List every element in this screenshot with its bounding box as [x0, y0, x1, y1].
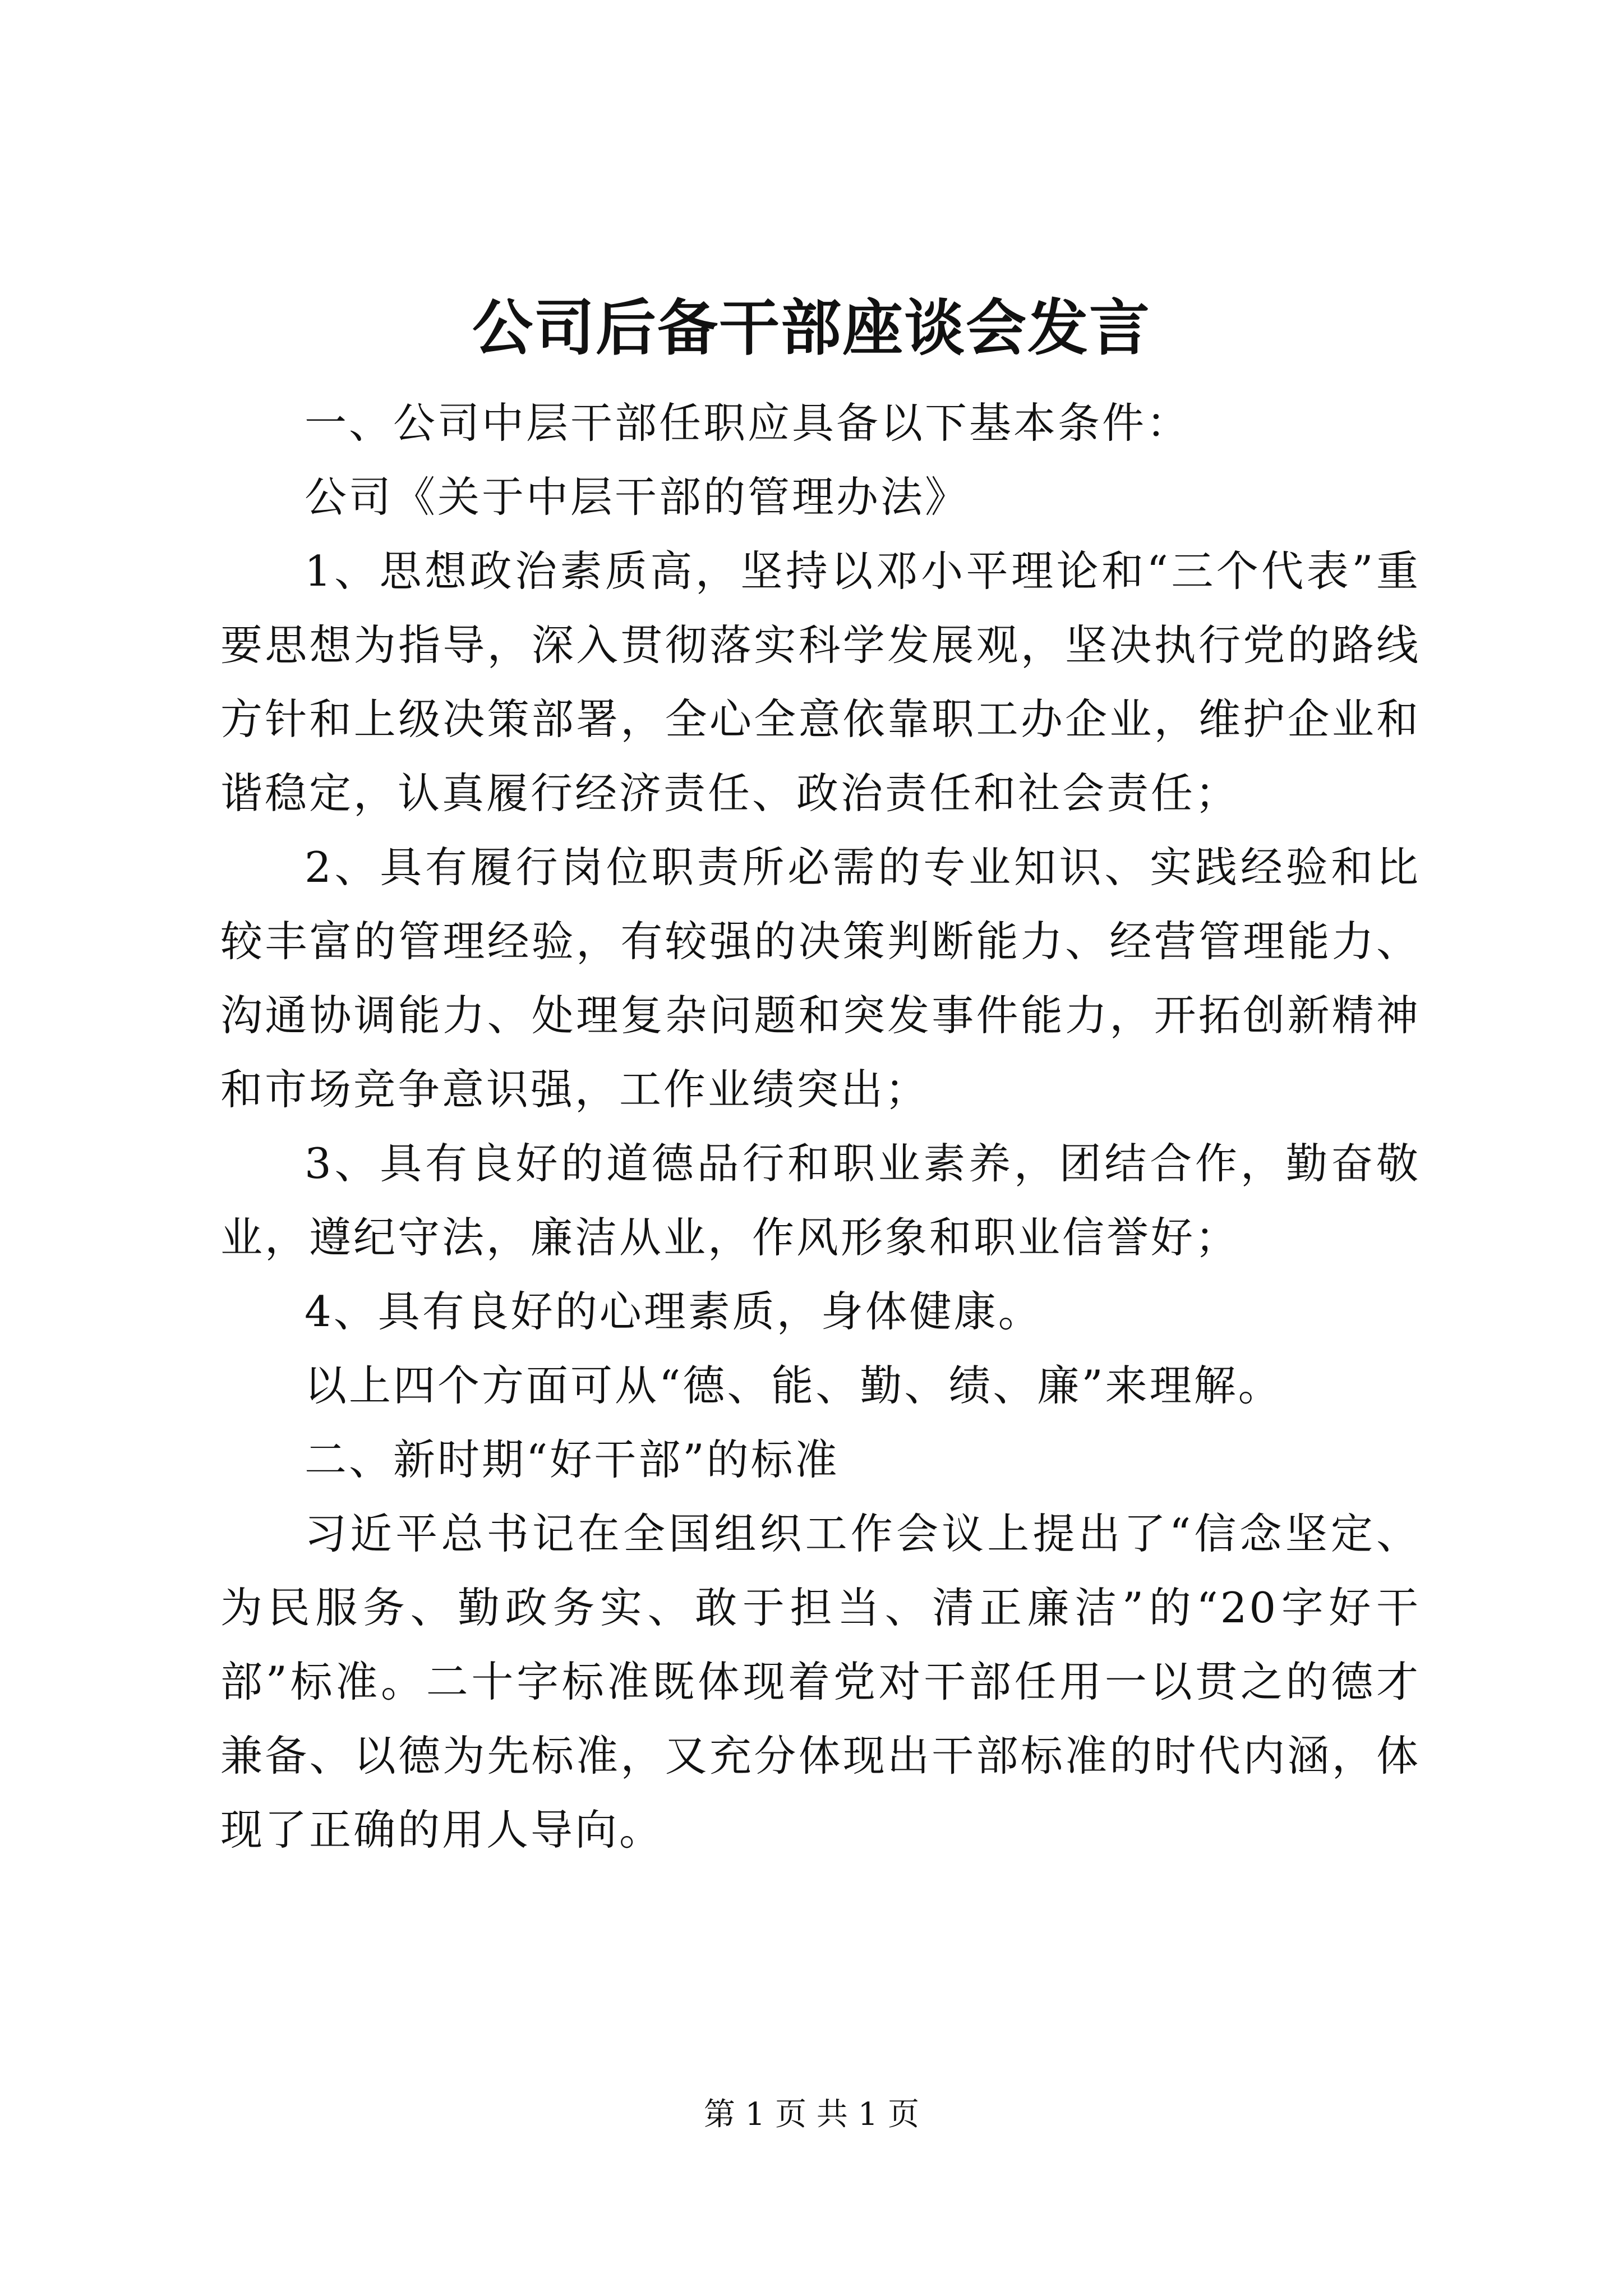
summary-line: 以上四个方面可从“德、能、勤、绩、廉”来理解。: [305, 1361, 1283, 1410]
condition-item-4: 4、具有良好的心理素质，身体健康。: [305, 1287, 1043, 1336]
page-number-footer: 第 1 页 共 1 页: [703, 2096, 920, 2133]
condition-item-2: 2、具有履行岗位职责所必需的专业知识、实践经验和比较丰富的管理经验，有较强的决策判断能力、经营管理能力、沟通协调能力、处理复杂问题和突发事件能力，开拓创新精神和市场竞争意识强，工作业绩突出；: [220, 843, 1421, 1114]
document-title: 公司后备干部座谈会发言: [472, 293, 1151, 364]
section-heading-1: 一、公司中层干部任职应具备以下基本条件：: [305, 398, 1191, 448]
reference-line: 公司《关于中层干部的管理办法》: [305, 472, 970, 522]
condition-item-1: 1、思想政治素质高，坚持以邓小平理论和“三个代表”重要思想为指导，深入贯彻落实科学发展观，坚决执行党的路线方针和上级决策部署，全心全意依靠职工办企业，维护企业和谐稳定，认真履行经济责任、政治责任和社会责任；: [220, 546, 1421, 818]
section-heading-2: 二、新时期“好干部”的标准: [305, 1435, 840, 1484]
document-body: [220, 386, 1421, 1867]
standard-paragraph: 习近平总书记在全国组织工作会议上提出了“信念坚定、为民服务、勤政务实、敢于担当、清正廉洁”的“20字好干部”标准。二十字标准既体现着党对干部任用一以贯之的德才兼备、以德为先标准，又充分体现出干部标准的时代内涵，体现了正确的用人导向。: [220, 1509, 1421, 1855]
condition-item-3: 3、具有良好的道德品行和职业素养，团结合作，勤奋敬业，遵纪守法，廉洁从业，作风形象和职业信誉好；: [220, 1139, 1421, 1262]
